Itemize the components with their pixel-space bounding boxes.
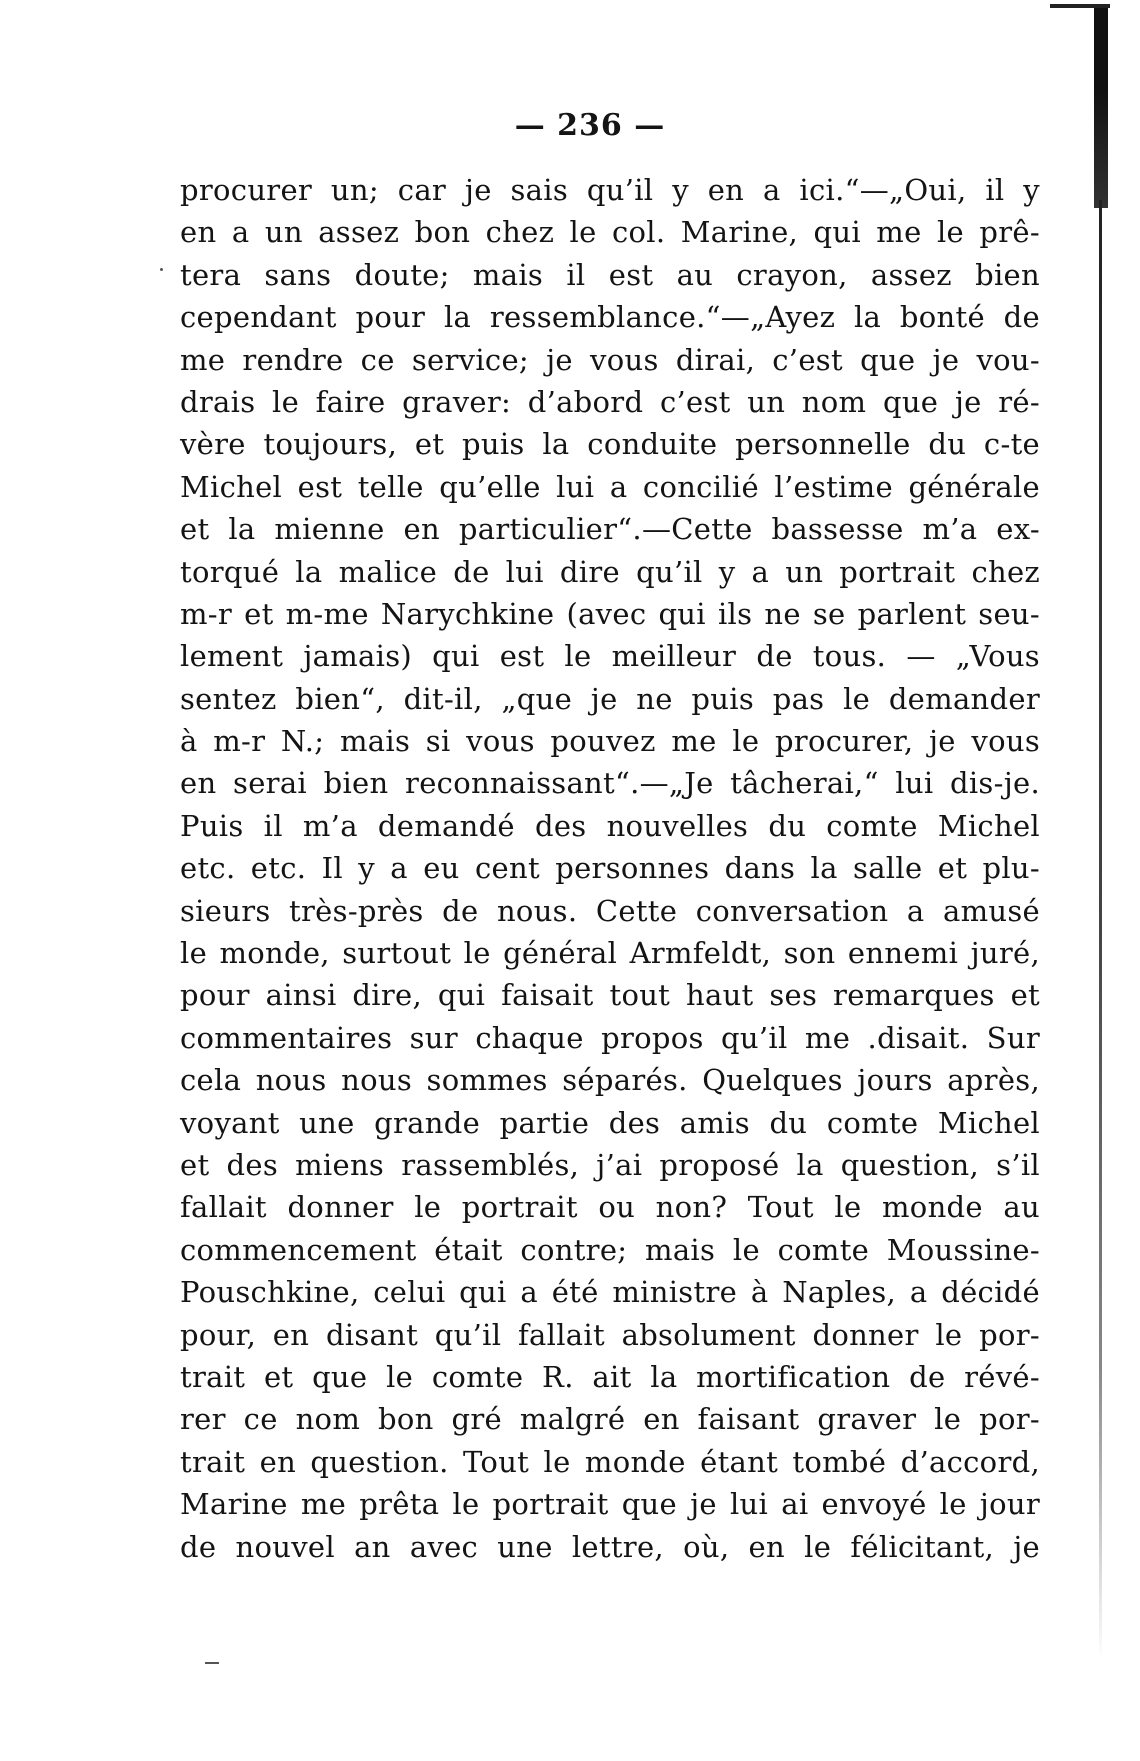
- text-line: vère toujours, et puis la conduite personnelle du c-te: [180, 427, 1040, 462]
- text-line: trait en question. Tout le monde étant tombé d’accord,: [180, 1444, 1040, 1479]
- text-line: et la mienne en particulier“.—Cette bassesse m’a ex-: [180, 512, 1040, 547]
- text-line: commentaires sur chaque propos qu’il me .disait. Sur: [180, 1020, 1040, 1055]
- text-line: drais le faire graver: d’abord c’est un nom que je ré-: [180, 384, 1040, 419]
- text-line: à m-r N.; mais si vous pouvez me le procurer, je vous: [180, 724, 1040, 759]
- text-line: fallait donner le portrait ou non? Tout le monde au: [180, 1190, 1040, 1225]
- text-line: Pouschkine, celui qui a été ministre à Naples, a décidé: [180, 1275, 1040, 1310]
- scan-speck: [205, 1662, 219, 1664]
- text-line: et des miens rassemblés, j’ai proposé la question, s’il: [180, 1147, 1040, 1182]
- page-number: — 236 —: [514, 108, 666, 143]
- text-line: pour, en disant qu’il fallait absolument donner le por-: [180, 1317, 1040, 1352]
- text-line: sieurs très-près de nous. Cette conversation a amusé: [180, 893, 1040, 928]
- text-line: le monde, surtout le général Armfeldt, son ennemi juré,: [180, 936, 1040, 971]
- text-line: tera sans doute; mais il est au crayon, assez bien: [180, 257, 1040, 292]
- text-line: Marine me prêta le portrait que je lui ai envoyé le jour: [180, 1487, 1040, 1522]
- text-line: lement jamais) qui est le meilleur de tous. — „Vous: [180, 639, 1040, 674]
- text-line: me rendre ce service; je vous dirai, c’est que je vou-: [180, 342, 1040, 377]
- text-line: commencement était contre; mais le comte Moussine-: [180, 1232, 1040, 1267]
- text-line: cela nous nous sommes séparés. Quelques jours après,: [180, 1063, 1040, 1098]
- text-line: trait et que le comte R. ait la mortification de révé-: [180, 1359, 1040, 1394]
- text-line: etc. etc. Il y a eu cent personnes dans la salle et plu-: [180, 851, 1040, 886]
- text-line: cependant pour la ressemblance.“—„Ayez la bonté de: [180, 300, 1040, 335]
- scan-speck: [160, 268, 163, 271]
- text-line: rer ce nom bon gré malgré en faisant graver le por-: [180, 1402, 1040, 1437]
- body-text: [180, 169, 1040, 1568]
- text-line: de nouvel an avec une lettre, où, en le félicitant, je: [180, 1529, 1040, 1564]
- text-line: m-r et m-me Narychkine (avec qui ils ne se parlent seu-: [180, 596, 1040, 631]
- text-line: pour ainsi dire, qui faisait tout haut ses remarques et: [180, 978, 1040, 1013]
- text-line: procurer un; car je sais qu’il y en a ici.“—„Oui, il y: [180, 173, 1040, 207]
- text-line: sentez bien“, dit-il, „que je ne puis pas le demander: [180, 681, 1040, 716]
- text-line: en serai bien reconnaissant“.—„Je tâcherai,“ lui dis-je.: [180, 766, 1040, 801]
- scan-edge-line: [1099, 200, 1102, 1660]
- text-line: Michel est telle qu’elle lui a concilié l’estime générale: [180, 469, 1040, 504]
- text-line: en a un assez bon chez le col. Marine, qui me le prê-: [180, 215, 1040, 250]
- text-line: Puis il m’a demandé des nouvelles du comte Michel: [180, 808, 1040, 843]
- text-line: torqué la malice de lui dire qu’il y a un portrait chez: [180, 554, 1040, 589]
- text-line: voyant une grande partie des amis du comte Michel: [180, 1105, 1040, 1140]
